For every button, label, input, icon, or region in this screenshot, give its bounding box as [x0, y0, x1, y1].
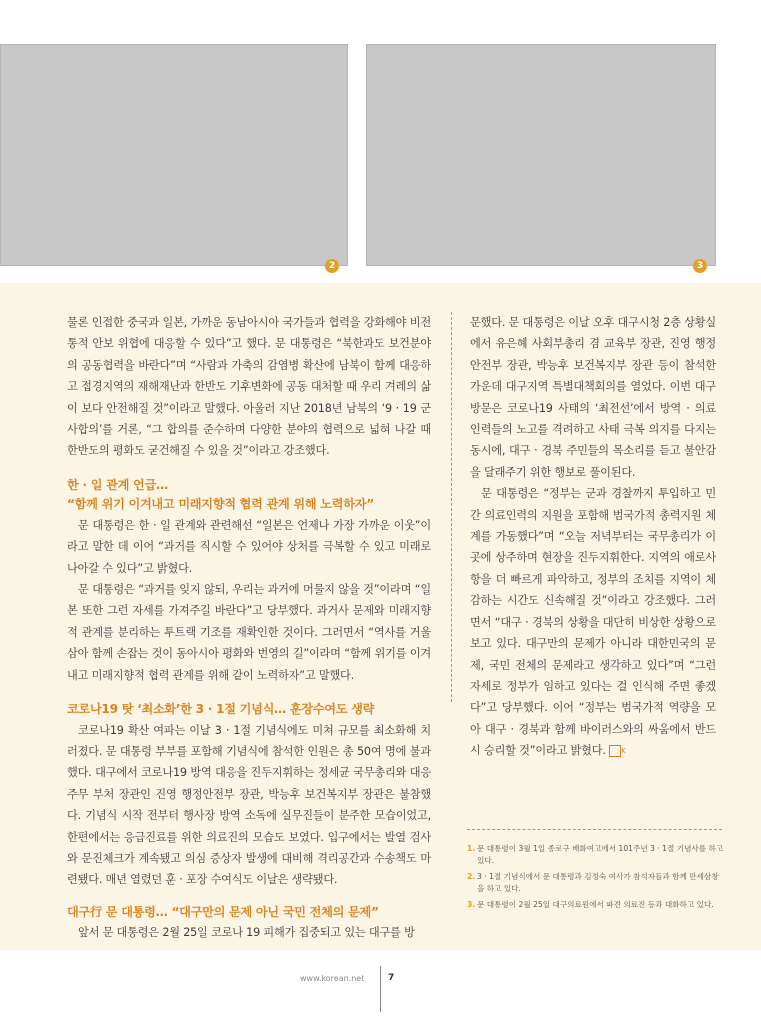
photo-samil-ceremony — [0, 44, 348, 266]
paragraph: 문 대통령은 “과거를 잊지 않되, 우리는 과거에 머물지 않을 것”이라며 “일본 또한 그런 자세를 가져주길 바란다”고 당부했다. 과거사 문제와 미래지향적 관계를 분리하는 투트랙 기조를 재확인한 것이다. 그러면서 “역사를 거울삼아 함께 손잡는 것이 동아시아 평화와 번영의 길”이라며 “함께 위기를 이겨내고 미래지향적 협력 관계를 위해 같이 노력하자”고 말했다. — [67, 583, 431, 682]
caption-item — [467, 843, 725, 866]
section-heading — [67, 476, 431, 515]
paragraph-text: 문 대통령은 “정부는 군과 경찰까지 투입하고 민간 의료인력의 지원을 포함해 범국가적 총력지원 체계를 가동했다”며 “오늘 저녁부터는 국무총리가 이곳에 상주하며 현장을 진두지휘한다. 지역의 애로사항을 더 빠르게 파악하고, 정부의 조치를 지역이 체감하는 시간도 신속해질 것”이라고 강조했다. 그러면서 “대구 · 경북의 상황을 대단히 비상한 상황으로 보고 있다. 대구만의 문제가 아니라 대한민국의 문제, 국민 전체의 문제라고 생각하고 있다”며 “그런 자세로 정부가 임하고 있다는 걸 인식해 주면 좋겠다”고 당부했다. 이어 “정부는 범국가적 역량을 모아 대구 · 경북과 함께 바이러스와의 싸움에서 반드시 승리할 것”이라고 밝혔다. — [470, 487, 716, 758]
caption-number: 3. — [467, 900, 476, 909]
photo-badge-2: 2 — [325, 259, 339, 273]
heading-line: “함께 위기 이겨내고 미래지향적 협력 관계 위해 노력하자” — [67, 497, 374, 512]
photo-captions — [467, 843, 725, 916]
paragraph: 코로나19 확산 여파는 이날 3 · 1절 기념식에도 미쳐 규모를 최소화해 치러졌다. 문 대통령 부부를 포함해 기념식에 참석한 인원은 총 50여 명에 불과했다. 대구에서 코로나19 방역 대응을 진두지휘하는 정세균 국무총리와 대응 주무 부처 장관인 진영 행정안전부 장관, 박능후 보건복지부 장관은 불참했다. 기념식 시작 전부터 행사장 방역 소독에 실무진들이 분주한 모습이었고, 한편에서는 응급진료를 위한 의료진의 모습도 보였다. 입구에서는 발열 검사와 문진체크가 계속됐고 의심 증상자 발생에 대비해 격리공간과 수송책도 마련됐다. 매년 열렸던 훈 · 포장 수여식도 이날은 생략됐다. — [67, 723, 431, 887]
column-divider — [451, 312, 452, 702]
photo-daegu-visit — [366, 44, 716, 266]
caption-text: 문 대통령이 2월 25일 대구의료원에서 파견 의료진 등과 대화하고 있다. — [477, 900, 714, 909]
page-number: 7 — [388, 973, 395, 983]
paragraph — [470, 483, 716, 761]
heading-line: 한 · 일 관계 언급… — [67, 477, 168, 492]
paragraph: 문했다. 문 대통령은 이날 오후 대구시청 2층 상황실에서 유은혜 사회부총리 겸 교육부 장관, 진영 행정안전부 장관, 박능후 보건복지부 장관 등이 참석한 가운데 대구지역 특별대책회의를 열었다. 이번 대구 방문은 코로나19 사태의 ‘최전선’에서 방역 · 의료 인력들의 노고를 격려하고 사태 극복 의지를 다지는 동시에, 대구 · 경북 주민들의 목소리를 듣고 불안감을 달래주기 위한 행보로 풀이된다. — [470, 316, 716, 479]
paragraph: 문 대통령은 한 · 일 관계와 관련해선 “일본은 언제나 가장 가까운 이웃”이라고 말한 데 이어 “과거를 직시할 수 있어야 상처를 극복할 수 있고 미래로 나아갈 수 있다”고 밝혔다. — [67, 518, 431, 575]
caption-item — [467, 899, 725, 911]
caption-divider — [467, 829, 722, 830]
footer-site-link[interactable]: www.korean.net — [300, 974, 365, 983]
caption-item — [467, 871, 725, 894]
caption-text: 문 대통령이 3월 1일 종로구 배화여고에서 101주년 3 · 1절 기념사를 하고 있다. — [477, 844, 724, 865]
article-left-column — [67, 312, 431, 944]
section-heading: 대구行 문 대통령… “대구만의 문제 아닌 국민 전체의 문제” — [67, 904, 379, 919]
section-heading: 코로나19 탓 ‘최소화’한 3 · 1절 기념식… 훈장수여도 생략 — [67, 702, 375, 717]
footer-divider — [380, 966, 381, 1012]
paragraph: 앞서 문 대통령은 2월 25일 코로나 19 피해가 집중되고 있는 대구를 방 — [78, 926, 415, 940]
photo-badge-3: 3 — [693, 259, 707, 273]
article-right-column — [470, 312, 716, 762]
caption-number: 2. — [467, 872, 476, 881]
caption-number: 1. — [467, 844, 476, 853]
article-end-icon: K — [609, 745, 621, 757]
paragraph: 물론 인접한 중국과 일본, 가까운 동남아시아 국가들과 협력을 강화해야 비전통적 안보 위협에 대응할 수 있다”고 했다. 문 대통령은 “북한과도 보건분야의 공동협력을 바란다”며 “사람과 가축의 감염병 확산에 남북이 함께 대응하고 접경지역의 재해재난과 한반도 기후변화에 공동 대처할 때 우리 겨레의 삶이 보다 안전해질 것”이라고 말했다. 아울러 지난 2018년 남북의 ‘9 · 19 군사합의’를 거론, “그 합의를 준수하며 다양한 분야의 협력으로 넓혀 나갈 때 한반도의 평화도 굳건해질 수 있을 것”이라고 강조했다. — [67, 316, 431, 458]
caption-text: 3 · 1절 기념식에서 문 대통령과 김정숙 여사가 참석자들과 함께 만세삼창을 하고 있다. — [477, 872, 719, 893]
